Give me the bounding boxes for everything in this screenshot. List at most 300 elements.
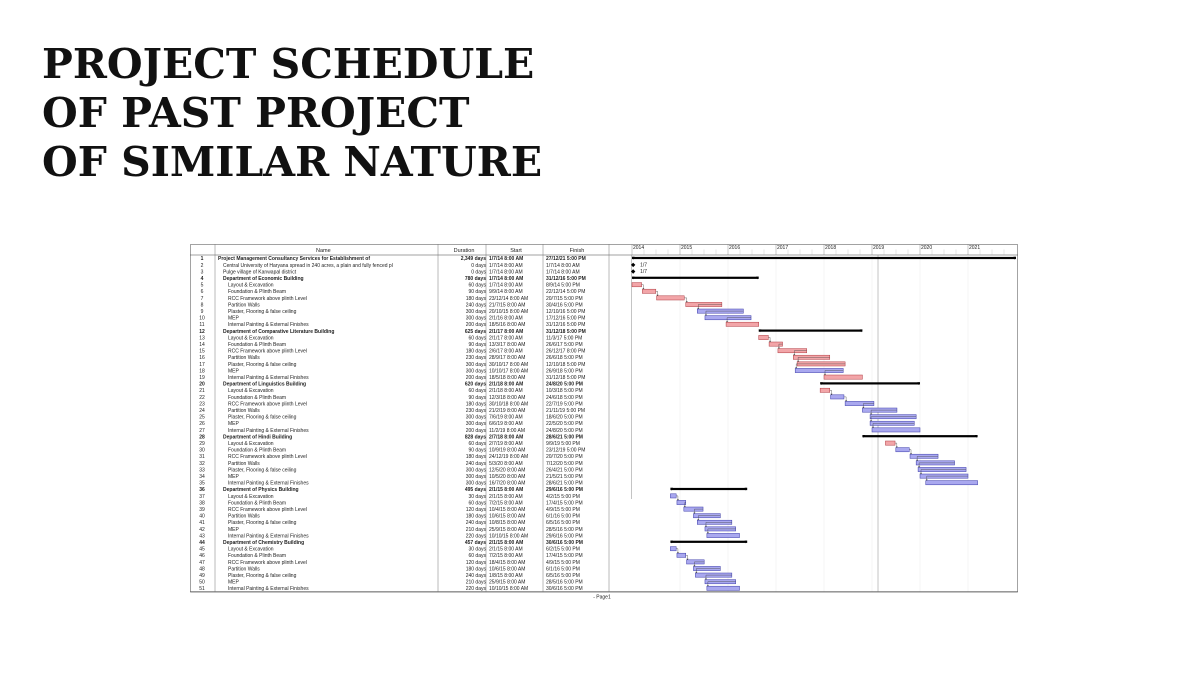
- row-id: 41: [199, 520, 205, 527]
- row-duration: 180 days: [465, 295, 486, 302]
- row-duration: 828 days: [464, 434, 486, 441]
- row-id: 10: [199, 315, 205, 322]
- row-finish: 20/7/15 5:00 PM: [546, 295, 583, 302]
- row-task-name: RCC Framework above plinth Level: [228, 454, 307, 461]
- row-start: 10/10/17 8:00 AM: [489, 368, 529, 375]
- row-duration: 180 days: [465, 401, 486, 408]
- row-duration: 300 days: [465, 361, 486, 368]
- row-finish: 6/1/16 5:00 PM: [546, 513, 580, 520]
- row-finish: 30/6/16 5:00 PM: [546, 540, 583, 546]
- row-duration: 90 days: [468, 289, 486, 296]
- row-id: 1: [200, 256, 204, 263]
- row-duration: 300 days: [465, 474, 486, 480]
- row-id: 36: [199, 487, 205, 494]
- year-label: 2016: [729, 244, 741, 251]
- row-task-name: Plaster, Flooring & false ceiling: [228, 573, 297, 579]
- row-finish: 31/12/18 5:00 PM: [546, 328, 586, 335]
- row-task-name: Department of Linguistics Building: [223, 381, 307, 388]
- footer-page-label: - Page1: [593, 594, 611, 601]
- row-start: 5/3/20 8:00 AM: [489, 460, 523, 467]
- row-finish: 24/8/20 5:00 PM: [546, 381, 583, 388]
- row-id: 47: [199, 559, 205, 566]
- row-task-name: Pulge village of Kanwapal district: [223, 269, 297, 276]
- row-start: 10/10/15 8:00 AM: [489, 586, 529, 593]
- row-task-name: Layout & Excavation: [228, 546, 274, 553]
- row-task-name: RCC Framework above plinth Level: [228, 559, 307, 566]
- row-finish: 26/12/17 8:00 PM: [546, 348, 586, 355]
- row-duration: 210 days: [465, 526, 486, 533]
- task-bar: [670, 494, 676, 498]
- year-label: 2014: [633, 244, 645, 251]
- row-start: 2/1/18 8:00 AM: [489, 381, 524, 388]
- row-finish: 31/12/16 5:00 PM: [546, 276, 586, 282]
- row-start: 30/10/17 8:00 AM: [489, 361, 529, 368]
- col-header-name: Name: [316, 248, 331, 254]
- row-task-name: Foundation & Plinth Beam: [228, 500, 287, 507]
- row-duration: 90 days: [468, 447, 486, 454]
- row-start: 21/7/15 8:00 AM: [489, 302, 526, 309]
- row-id: 15: [199, 348, 205, 355]
- row-start: 11/2/19 8:00 AM: [489, 427, 526, 434]
- row-finish: 4/2/15 5:00 PM: [546, 493, 580, 500]
- row-start: 7/6/19 8:00 AM: [489, 414, 523, 421]
- row-task-name: MEP: [228, 368, 239, 375]
- row-id: 40: [199, 513, 205, 520]
- row-task-name: Department of Chemistry Building: [223, 540, 305, 546]
- row-task-name: Department of Economic Building: [223, 276, 304, 282]
- row-finish: 30/4/16 5:00 PM: [546, 302, 583, 309]
- row-task-name: Internal Painting & External Finishes: [228, 375, 309, 381]
- row-finish: 26/4/21 5:00 PM: [546, 467, 583, 474]
- row-id: 46: [199, 553, 205, 560]
- milestone-label: 1/7: [640, 262, 648, 269]
- row-start: 21/2/19 8:00 AM: [489, 408, 526, 414]
- row-finish: 22/5/20 5:00 PM: [546, 421, 583, 428]
- row-task-name: Plaster, Flooring & false ceiling: [228, 414, 297, 421]
- row-start: 25/9/15 8:00 AM: [489, 526, 526, 533]
- row-id: 34: [199, 474, 205, 480]
- row-task-name: Plaster, Flooring & false ceiling: [228, 309, 297, 315]
- row-task-name: Foundation & Plinth Beam: [228, 289, 287, 296]
- row-start: 24/12/19 8:00 AM: [489, 454, 529, 461]
- row-duration: 620 days: [464, 381, 486, 388]
- row-id: 28: [199, 434, 205, 441]
- year-label: 2017: [777, 244, 789, 251]
- row-start: 1/7/14 8:00 AM: [489, 269, 523, 276]
- summary-bar: [862, 435, 977, 437]
- task-bar: [831, 395, 844, 399]
- row-finish: 8/9/14 5:00 PM: [546, 282, 580, 289]
- row-task-name: Department of Comparative Literature Building: [223, 328, 335, 335]
- row-id: 2: [200, 262, 204, 269]
- row-finish: 30/6/16 5:00 PM: [546, 586, 583, 593]
- row-duration: 200 days: [465, 427, 486, 434]
- row-task-name: Internal Painting & External Finishes: [228, 322, 309, 329]
- row-finish: 9/9/19 5:00 PM: [546, 441, 580, 447]
- row-finish: 29/6/16 5:00 PM: [546, 487, 583, 494]
- task-bar: [670, 547, 676, 551]
- row-id: 5: [200, 282, 204, 289]
- row-id: 43: [199, 533, 205, 540]
- row-task-name: Plaster, Flooring & false ceiling: [228, 361, 297, 368]
- row-task-name: RCC Framework above plinth Level: [228, 401, 307, 408]
- milestone-label: 1/7: [640, 269, 648, 276]
- task-bar: [896, 448, 909, 452]
- row-task-name: MEP: [228, 579, 239, 586]
- row-start: 2/6/17 8:00 AM: [489, 348, 523, 355]
- row-task-name: Layout & Excavation: [228, 441, 274, 447]
- row-task-name: MEP: [228, 474, 239, 480]
- row-id: 39: [199, 507, 205, 513]
- row-duration: 60 days: [468, 388, 486, 395]
- row-duration: 60 days: [468, 335, 486, 342]
- row-start: 18/4/15 8:00 AM: [489, 559, 526, 566]
- task-bar: [677, 553, 686, 557]
- row-duration: 300 days: [465, 414, 486, 421]
- row-id: 12: [199, 328, 205, 335]
- row-start: 10/10/15 8:00 AM: [489, 533, 529, 540]
- row-start: 1/7/14 8:00 AM: [489, 282, 523, 289]
- row-start: 6/6/19 8:00 AM: [489, 421, 523, 428]
- row-start: 2/1/15 8:00 AM: [489, 493, 523, 500]
- row-id: 45: [199, 546, 205, 553]
- row-task-name: Foundation & Plinth Beam: [228, 342, 287, 348]
- row-id: 9: [200, 309, 204, 315]
- row-start: 10/6/15 8:00 AM: [489, 566, 526, 573]
- row-finish: 22/12/14 5:00 PM: [546, 289, 586, 296]
- row-start: 9/9/14 8:00 AM: [489, 289, 523, 296]
- row-finish: 21/5/21 5:00 PM: [546, 474, 583, 480]
- title-line-1: PROJECT SCHEDULE: [42, 40, 535, 88]
- row-start: 2/1/15 8:00 AM: [489, 546, 523, 553]
- row-duration: 495 days: [464, 487, 486, 494]
- row-id: 23: [199, 401, 205, 408]
- critical-task-bar: [820, 388, 830, 392]
- row-finish: 6/1/16 5:00 PM: [546, 566, 580, 573]
- row-finish: 6/5/16 5:00 PM: [546, 520, 580, 527]
- row-id: 3: [200, 269, 204, 276]
- row-duration: 300 days: [465, 421, 486, 428]
- row-id: 35: [199, 480, 205, 487]
- row-duration: 0 days: [471, 269, 486, 276]
- row-id: 21: [199, 388, 205, 395]
- row-task-name: Internal Painting & External Finishes: [228, 586, 309, 593]
- row-id: 13: [199, 335, 205, 342]
- row-duration: 230 days: [465, 355, 486, 362]
- row-id: 27: [199, 427, 205, 434]
- row-finish: 28/5/16 5:00 PM: [546, 579, 583, 586]
- summary-bar: [759, 330, 863, 332]
- row-duration: 300 days: [465, 480, 486, 487]
- row-task-name: Partition Walls: [228, 566, 260, 573]
- row-id: 22: [199, 394, 205, 401]
- row-start: 18/5/16 8:00 AM: [489, 322, 526, 329]
- row-task-name: Internal Painting & External Finishes: [228, 533, 309, 540]
- row-start: 12/3/18 8:00 AM: [489, 394, 526, 401]
- row-task-name: Partition Walls: [228, 513, 260, 520]
- year-label: 2015: [681, 244, 693, 251]
- year-label: 2019: [873, 244, 885, 251]
- row-duration: 230 days: [465, 408, 486, 414]
- row-id: 14: [199, 342, 205, 348]
- row-task-name: Partition Walls: [228, 460, 260, 467]
- row-duration: 180 days: [465, 454, 486, 461]
- critical-task-bar: [726, 322, 759, 326]
- col-header-finish: Finish: [569, 248, 585, 254]
- row-task-name: Layout & Excavation: [228, 282, 274, 289]
- row-task-name: Project Management Consultancy Services for Establishment of: [218, 256, 370, 263]
- gantt-chart-svg: [190, 244, 1018, 604]
- row-finish: 31/12/18 5:00 PM: [546, 375, 586, 381]
- row-start: 10/6/15 8:00 AM: [489, 513, 526, 520]
- row-start: 13/3/17 8:00 AM: [489, 342, 526, 348]
- row-id: 44: [199, 540, 205, 546]
- row-task-name: Internal Painting & External Finishes: [228, 427, 309, 434]
- row-task-name: Plaster, Flooring & false ceiling: [228, 467, 297, 474]
- col-header-start: Start: [510, 248, 522, 254]
- row-finish: 17/4/15 5:00 PM: [546, 553, 583, 560]
- row-id: 4: [200, 276, 204, 282]
- row-start: 7/2/15 8:00 AM: [489, 500, 523, 507]
- task-bar: [926, 481, 978, 485]
- row-id: 33: [199, 467, 205, 474]
- row-id: 16: [199, 355, 205, 362]
- row-start: 2/1/16 8:00 AM: [489, 315, 523, 322]
- row-id: 19: [199, 375, 205, 381]
- row-duration: 220 days: [465, 586, 486, 593]
- summary-bar: [670, 541, 747, 543]
- row-task-name: MEP: [228, 421, 239, 428]
- row-task-name: Partition Walls: [228, 355, 260, 362]
- row-task-name: Foundation & Plinth Beam: [228, 447, 287, 454]
- critical-task-bar: [642, 289, 655, 293]
- task-bar: [677, 500, 686, 504]
- gantt-chart-image: [190, 244, 1018, 604]
- row-id: 51: [199, 586, 205, 593]
- row-duration: 300 days: [465, 315, 486, 322]
- row-start: 2/1/15 8:00 AM: [489, 540, 524, 546]
- row-finish: 20/7/20 5:00 PM: [546, 454, 583, 461]
- row-duration: 300 days: [465, 368, 486, 375]
- row-id: 17: [199, 361, 205, 368]
- row-id: 37: [199, 493, 205, 500]
- row-start: 2/7/18 8:00 AM: [489, 434, 524, 441]
- row-start: 2/7/19 8:00 AM: [489, 441, 523, 447]
- row-finish: 1/7/14 8:00 AM: [546, 269, 580, 276]
- row-start: 2/1/17 8:00 AM: [489, 335, 523, 342]
- summary-bar: [632, 277, 759, 279]
- row-finish: 4/9/15 5:00 PM: [546, 507, 580, 513]
- row-task-name: MEP: [228, 526, 239, 533]
- row-start: 18/5/18 8:00 AM: [489, 375, 526, 381]
- year-label: 2020: [921, 244, 933, 251]
- row-start: 2/1/17 8:00 AM: [489, 328, 524, 335]
- row-duration: 300 days: [465, 309, 486, 315]
- row-start: 7/2/15 8:00 AM: [489, 553, 523, 560]
- row-task-name: Layout & Excavation: [228, 388, 274, 395]
- row-task-name: Layout & Excavation: [228, 335, 274, 342]
- row-duration: 780 days: [464, 276, 486, 282]
- row-task-name: RCC Framework above plinth Level: [228, 295, 307, 302]
- row-duration: 2,349 days: [460, 256, 486, 263]
- row-duration: 30 days: [468, 493, 486, 500]
- row-id: 30: [199, 447, 205, 454]
- row-id: 18: [199, 368, 205, 375]
- row-duration: 0 days: [471, 262, 486, 269]
- row-finish: 24/6/18 5:00 PM: [546, 394, 583, 401]
- row-task-name: Foundation & Plinth Beam: [228, 394, 287, 401]
- row-duration: 180 days: [465, 348, 486, 355]
- row-id: 8: [200, 302, 204, 309]
- row-start: 23/12/14 8:00 AM: [489, 295, 529, 302]
- row-start: 1/7/14 8:00 AM: [489, 262, 523, 269]
- row-finish: 12/10/18 5:00 PM: [546, 361, 586, 368]
- row-id: 32: [199, 460, 205, 467]
- row-start: 1/7/14 8:00 AM: [489, 276, 524, 282]
- row-task-name: Central University of Haryana spread in 240 acres, a plain and fully fenced pl: [223, 262, 393, 269]
- row-task-name: Internal Painting & External Finishes: [228, 480, 309, 487]
- summary-bar: [670, 488, 747, 490]
- row-task-name: Department of Hindi Building: [223, 434, 293, 441]
- row-finish: 26/6/18 5:00 PM: [546, 355, 583, 362]
- row-id: 49: [199, 573, 205, 579]
- row-start: 10/5/20 8:00 AM: [489, 474, 526, 480]
- row-finish: 11/3/17 5:00 PM: [546, 335, 583, 342]
- row-id: 42: [199, 526, 205, 533]
- row-start: 10/9/19 8:00 AM: [489, 447, 526, 454]
- row-duration: 220 days: [465, 533, 486, 540]
- row-duration: 60 days: [468, 553, 486, 560]
- row-id: 6: [200, 289, 204, 296]
- row-start: 2/1/18 8:00 AM: [489, 388, 523, 395]
- row-finish: 31/12/16 5:00 PM: [546, 322, 586, 329]
- row-task-name: RCC Framework above plinth Level: [228, 348, 307, 355]
- row-duration: 240 days: [465, 520, 486, 527]
- row-finish: 22/7/19 5:00 PM: [546, 401, 583, 408]
- critical-task-bar: [759, 335, 769, 339]
- row-start: 1/7/14 8:00 AM: [489, 256, 524, 263]
- row-finish: 18/6/20 5:00 PM: [546, 414, 583, 421]
- row-id: 38: [199, 500, 205, 507]
- row-id: 24: [199, 408, 205, 414]
- slide-title: [42, 40, 542, 187]
- critical-task-bar: [885, 441, 895, 445]
- row-task-name: Plaster, Flooring & false ceiling: [228, 520, 297, 527]
- row-id: 20: [199, 381, 205, 388]
- row-id: 29: [199, 441, 205, 447]
- row-finish: 28/5/16 5:00 PM: [546, 526, 583, 533]
- row-task-name: Partition Walls: [228, 408, 260, 414]
- row-duration: 90 days: [468, 394, 486, 401]
- row-finish: 7/12/20 5:00 PM: [546, 460, 583, 467]
- row-finish: 1/7/14 8:00 AM: [546, 262, 580, 269]
- summary-bar: [820, 382, 920, 384]
- year-label: 2018: [825, 244, 837, 251]
- row-duration: 457 days: [464, 540, 486, 546]
- summary-bar: [632, 257, 1016, 259]
- row-start: 12/5/20 8:00 AM: [489, 467, 526, 474]
- row-id: 50: [199, 579, 205, 586]
- row-finish: 26/6/17 5:00 PM: [546, 342, 583, 348]
- row-finish: 10/3/18 5:00 PM: [546, 388, 583, 395]
- row-duration: 625 days: [464, 328, 486, 335]
- row-start: 25/9/15 8:00 AM: [489, 579, 526, 586]
- title-line-2: OF PAST PROJECT: [42, 89, 470, 137]
- row-start: 20/10/15 8:00 AM: [489, 309, 529, 315]
- row-duration: 30 days: [468, 546, 486, 553]
- row-duration: 120 days: [465, 507, 486, 513]
- row-duration: 120 days: [465, 559, 486, 566]
- row-duration: 90 days: [468, 342, 486, 348]
- row-id: 25: [199, 414, 205, 421]
- row-finish: 6/5/16 5:00 PM: [546, 573, 580, 579]
- row-finish: 26/9/18 5:00 PM: [546, 368, 583, 375]
- row-duration: 60 days: [468, 282, 486, 289]
- task-bar: [872, 428, 920, 432]
- row-finish: 28/6/21 5:00 PM: [546, 480, 583, 487]
- row-duration: 60 days: [468, 441, 486, 447]
- critical-task-bar: [824, 375, 862, 379]
- row-task-name: Department of Physics Building: [223, 487, 299, 494]
- row-start: 10/4/15 8:00 AM: [489, 507, 526, 513]
- row-start: 1/8/15 8:00 AM: [489, 573, 523, 579]
- title-line-3: OF SIMILAR NATURE: [42, 138, 543, 186]
- row-finish: 27/12/21 5:00 PM: [546, 256, 586, 263]
- row-id: 7: [200, 295, 204, 302]
- row-finish: 4/9/15 5:00 PM: [546, 559, 580, 566]
- row-start: 10/8/15 8:00 AM: [489, 520, 526, 527]
- row-duration: 200 days: [465, 375, 486, 381]
- row-start: 28/9/17 8:00 AM: [489, 355, 526, 362]
- col-header-duration: Duration: [453, 248, 475, 254]
- row-finish: 12/10/16 5:00 PM: [546, 309, 586, 315]
- row-task-name: RCC Framework above plinth Level: [228, 507, 307, 513]
- row-duration: 240 days: [465, 460, 486, 467]
- row-duration: 200 days: [465, 322, 486, 329]
- row-duration: 60 days: [468, 500, 486, 507]
- row-id: 26: [199, 421, 205, 428]
- row-task-name: MEP: [228, 315, 239, 322]
- task-bar: [707, 533, 740, 537]
- row-task-name: Foundation & Plinth Beam: [228, 553, 287, 560]
- row-task-name: Partition Walls: [228, 302, 260, 309]
- row-duration: 180 days: [465, 566, 486, 573]
- row-finish: 24/8/20 5:00 PM: [546, 427, 583, 434]
- row-id: 48: [199, 566, 205, 573]
- row-finish: 21/11/19 5:00 PM: [546, 408, 586, 414]
- row-duration: 300 days: [465, 467, 486, 474]
- row-id: 31: [199, 454, 205, 461]
- task-bar: [707, 586, 740, 590]
- critical-task-bar: [657, 296, 685, 300]
- row-finish: 17/4/15 5:00 PM: [546, 500, 583, 507]
- row-finish: 23/12/19 5:00 PM: [546, 447, 586, 454]
- row-duration: 240 days: [465, 302, 486, 309]
- row-finish: 6/2/15 5:00 PM: [546, 546, 580, 553]
- row-finish: 17/12/16 5:00 PM: [546, 315, 586, 322]
- row-start: 16/7/20 8:00 AM: [489, 480, 526, 487]
- row-finish: 28/6/21 5:00 PM: [546, 434, 583, 441]
- row-finish: 29/6/16 5:00 PM: [546, 533, 583, 540]
- row-duration: 240 days: [465, 573, 486, 579]
- row-task-name: Layout & Excavation: [228, 493, 274, 500]
- row-duration: 180 days: [465, 513, 486, 520]
- row-start: 2/1/15 8:00 AM: [489, 487, 524, 494]
- year-label: 2021: [969, 244, 981, 251]
- critical-task-bar: [632, 283, 642, 287]
- row-start: 30/10/18 8:00 AM: [489, 401, 529, 408]
- row-duration: 210 days: [465, 579, 486, 586]
